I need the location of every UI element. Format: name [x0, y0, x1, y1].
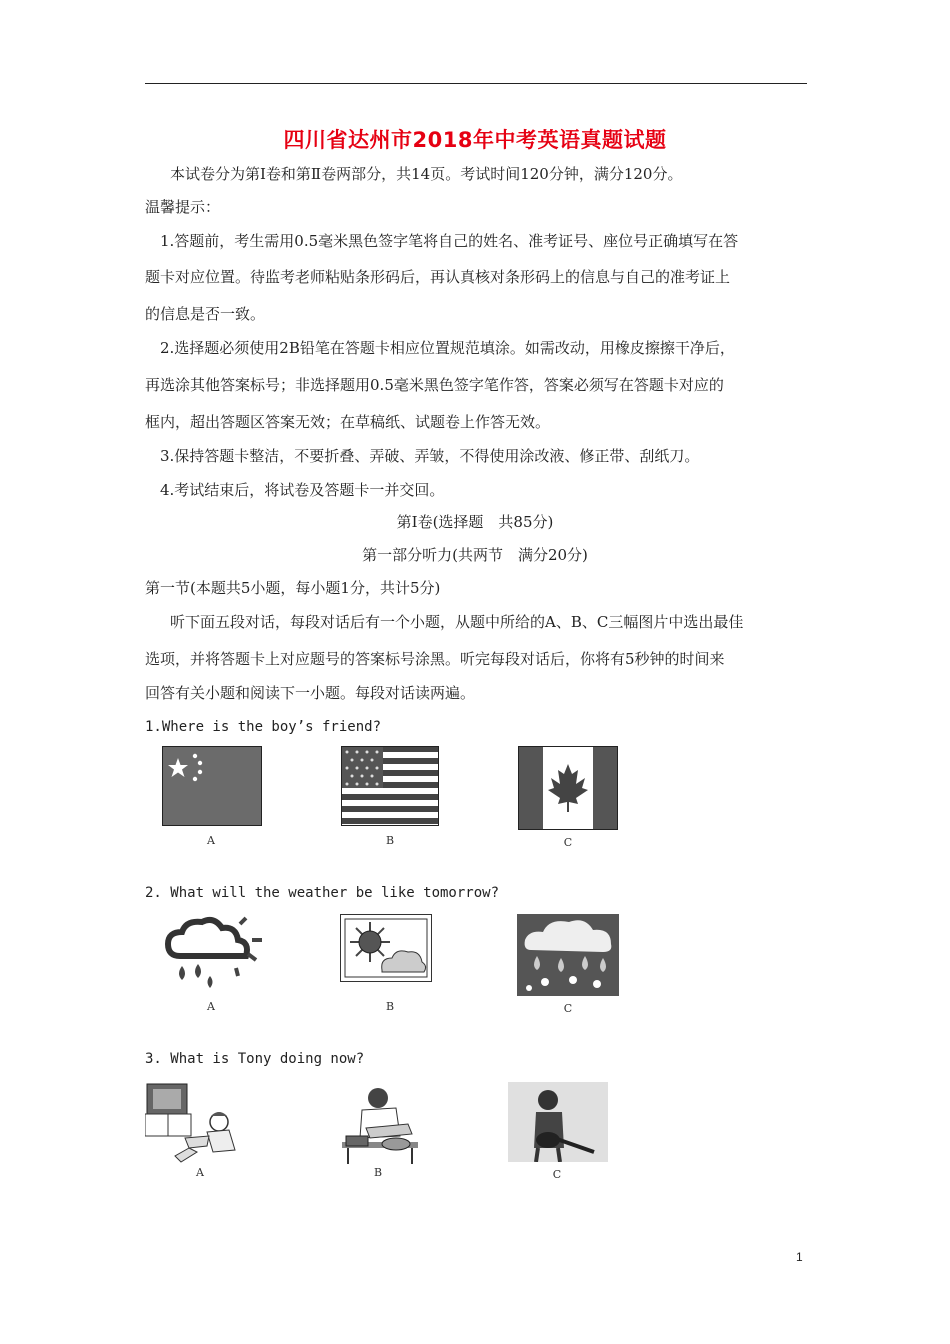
usa-flag-image	[341, 746, 439, 826]
page-number: 1	[796, 1250, 803, 1264]
option-label: B	[373, 1166, 383, 1179]
tip-line: 1.答题前，考生需用0.5毫米黑色签字笔将自己的姓名、准考证号、座位号正确填写在答	[160, 232, 739, 250]
instruction-line: 听下面五段对话，每段对话后有一个小题，从题中所给的A、B、C三幅图片中选出最佳	[170, 613, 744, 631]
tip-line: 题卡对应位置。待监考老师粘贴条形码后，再认真核对条形码上的信息与自己的准考证上	[145, 268, 731, 286]
option-label: C	[563, 836, 573, 849]
question-3-text: 3. What is Tony doing now?	[145, 1051, 365, 1067]
playing-guitar-image	[508, 1082, 608, 1162]
header-rule	[145, 83, 807, 84]
instruction-line: 回答有关小题和阅读下一小题。每段对话读两遍。	[145, 684, 476, 702]
intro-text: 本试卷分为第Ⅰ卷和第Ⅱ卷两部分，共14页。考试时间120分钟，满分120分。	[170, 165, 683, 183]
option-label: C	[563, 1002, 573, 1015]
part-heading: 第一部分听力(共两节 满分20分)	[362, 546, 588, 564]
tip-line: 3.保持答题卡整洁，不要折叠、弄破、弄皱，不得使用涂改液、修正带、刮纸刀。	[160, 447, 700, 465]
snow-storm-image	[517, 914, 619, 996]
option-label: A	[196, 1166, 204, 1179]
question-2-text: 2. What will the weather be like tomorrow?	[145, 885, 500, 901]
doing-homework-image	[338, 1080, 422, 1166]
section-heading: 第一节(本题共5小题，每小题1分，共计5分)	[145, 579, 441, 597]
option-label: A	[207, 834, 215, 847]
tip-line: 4.考试结束后，将试卷及答题卡一并交回。	[160, 481, 445, 499]
tip-line: 框内，超出答题区答案无效；在草稿纸、试题卷上作答无效。	[145, 413, 551, 431]
option-label: B	[385, 834, 395, 847]
option-label: B	[385, 1000, 395, 1013]
sunny-cloud-image	[340, 914, 432, 982]
option-label: C	[552, 1168, 562, 1181]
china-flag-image	[162, 746, 262, 826]
question-1-text: 1.Where is the boy’s friend?	[145, 719, 382, 735]
canada-flag-image	[518, 746, 618, 830]
tip-line: 2.选择题必须使用2B铅笔在答题卡相应位置规范填涂。如需改动，用橡皮擦擦干净后，	[160, 339, 735, 357]
watching-tv-image	[145, 1078, 245, 1164]
page-title: 四川省达州市2018年中考英语真题试题	[283, 128, 667, 152]
tips-heading: 温馨提示：	[145, 198, 221, 216]
tip-line: 再选涂其他答案标号；非选择题用0.5毫米黑色签字笔作答，答案必须写在答题卡对应的	[145, 376, 724, 394]
tip-line: 的信息是否一致。	[145, 305, 266, 323]
option-label: A	[207, 1000, 215, 1013]
instruction-line: 选项，并将答题卡上对应题号的答案标号涂黑。听完每段对话后，你将有5秒钟的时间来	[145, 650, 725, 668]
rain-cloud-image	[160, 914, 266, 994]
volume-heading: 第Ⅰ卷(选择题 共85分)	[396, 513, 554, 531]
